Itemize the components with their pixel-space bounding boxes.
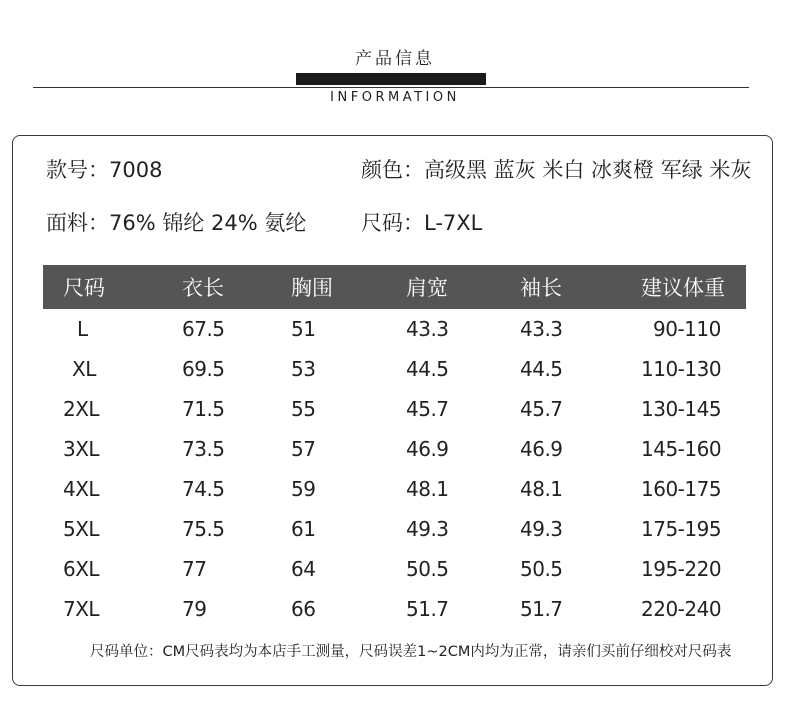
cell-sleeve: 50.5 bbox=[520, 557, 563, 581]
cell-length: 77 bbox=[182, 557, 207, 581]
cell-sleeve: 51.7 bbox=[520, 597, 563, 621]
cell-size: 4XL bbox=[63, 477, 100, 501]
table-row bbox=[43, 469, 746, 509]
cell-shoulder: 45.7 bbox=[406, 397, 449, 421]
table-row bbox=[43, 549, 746, 589]
cell-sleeve: 44.5 bbox=[520, 357, 563, 381]
cell-chest: 59 bbox=[291, 477, 316, 501]
cell-size: XL bbox=[72, 357, 96, 381]
cell-sleeve: 48.1 bbox=[520, 477, 563, 501]
table-row bbox=[43, 509, 746, 549]
cell-length: 67.5 bbox=[182, 317, 225, 341]
cell-size: 7XL bbox=[63, 597, 100, 621]
header-chest: 胸围 bbox=[273, 265, 386, 309]
title-accent-bar bbox=[296, 73, 486, 85]
cell-length: 74.5 bbox=[182, 477, 225, 501]
cell-chest: 57 bbox=[291, 437, 316, 461]
header-length: 衣长 bbox=[158, 265, 273, 309]
cell-length: 71.5 bbox=[182, 397, 225, 421]
cell-chest: 53 bbox=[291, 357, 316, 381]
table-row bbox=[43, 349, 746, 389]
cell-weight: 110-130 bbox=[641, 357, 722, 381]
cell-size: 5XL bbox=[63, 517, 100, 541]
cell-chest: 61 bbox=[291, 517, 316, 541]
header-size: 尺码 bbox=[43, 265, 158, 309]
size-range: 尺码：L-7XL bbox=[361, 211, 483, 235]
cell-shoulder: 49.3 bbox=[406, 517, 449, 541]
cell-shoulder: 50.5 bbox=[406, 557, 449, 581]
table-row bbox=[43, 309, 746, 349]
table-row bbox=[43, 429, 746, 469]
cell-sleeve: 46.9 bbox=[520, 437, 563, 461]
header-weight: 建议体重 bbox=[611, 265, 746, 309]
size-note: 尺码单位：CM尺码表均为本店手工测量，尺码误差1~2CM内均为正常，请亲们买前仔细校对尺码表 bbox=[90, 644, 732, 660]
cell-shoulder: 44.5 bbox=[406, 357, 449, 381]
fabric-composition: 面料：76% 锦纶 24% 氨纶 bbox=[46, 211, 307, 235]
cell-size: L bbox=[77, 317, 88, 341]
cell-shoulder: 48.1 bbox=[406, 477, 449, 501]
table-row bbox=[43, 389, 746, 429]
cell-shoulder: 43.3 bbox=[406, 317, 449, 341]
cell-sleeve: 49.3 bbox=[520, 517, 563, 541]
cell-length: 73.5 bbox=[182, 437, 225, 461]
cell-weight: 130-145 bbox=[641, 397, 722, 421]
size-table-header bbox=[43, 265, 746, 309]
model-number: 款号：7008 bbox=[46, 158, 163, 182]
color-options: 颜色：高级黑 蓝灰 米白 冰爽橙 军绿 米灰 bbox=[361, 158, 752, 182]
cell-size: 3XL bbox=[63, 437, 100, 461]
cell-weight: 175-195 bbox=[641, 517, 722, 541]
cell-chest: 51 bbox=[291, 317, 316, 341]
title-divider bbox=[33, 87, 749, 88]
cell-chest: 66 bbox=[291, 597, 316, 621]
header-shoulder: 肩宽 bbox=[386, 265, 498, 309]
section-subtitle: INFORMATION bbox=[330, 90, 460, 105]
cell-length: 75.5 bbox=[182, 517, 225, 541]
cell-sleeve: 43.3 bbox=[520, 317, 563, 341]
cell-weight: 160-175 bbox=[641, 477, 722, 501]
header-sleeve: 袖长 bbox=[498, 265, 611, 309]
size-table bbox=[43, 265, 746, 629]
cell-size: 2XL bbox=[63, 397, 100, 421]
cell-shoulder: 46.9 bbox=[406, 437, 449, 461]
cell-length: 69.5 bbox=[182, 357, 225, 381]
cell-weight: 145-160 bbox=[641, 437, 722, 461]
cell-weight: 90-110 bbox=[653, 317, 721, 341]
cell-sleeve: 45.7 bbox=[520, 397, 563, 421]
table-row bbox=[43, 589, 746, 629]
cell-shoulder: 51.7 bbox=[406, 597, 449, 621]
section-title: 产品信息 bbox=[355, 49, 435, 69]
cell-chest: 64 bbox=[291, 557, 316, 581]
cell-size: 6XL bbox=[63, 557, 100, 581]
cell-chest: 55 bbox=[291, 397, 316, 421]
cell-weight: 195-220 bbox=[641, 557, 722, 581]
cell-length: 79 bbox=[182, 597, 207, 621]
cell-weight: 220-240 bbox=[641, 597, 722, 621]
